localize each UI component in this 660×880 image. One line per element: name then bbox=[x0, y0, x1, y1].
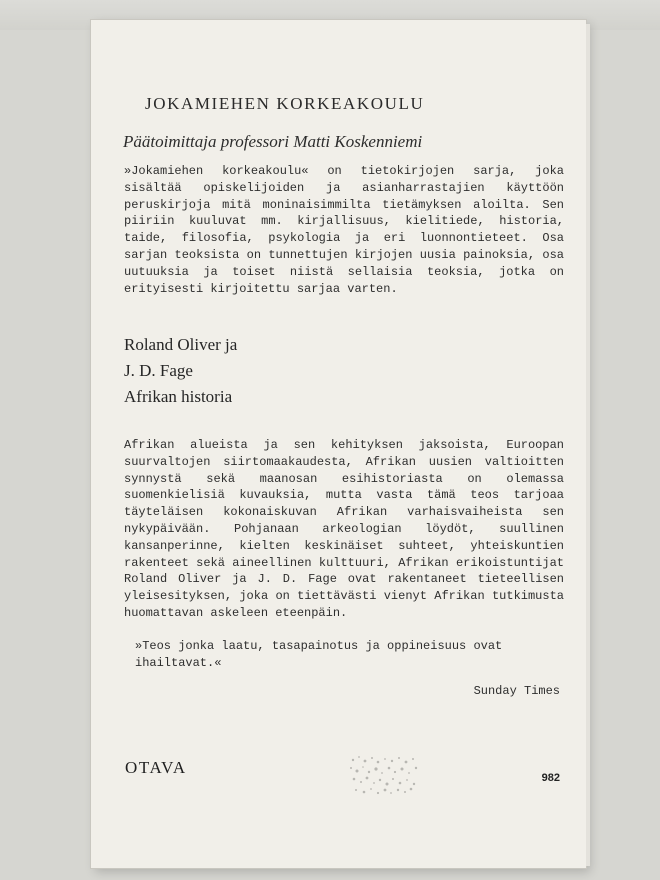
series-description: »Jokamiehen korkeakoulu« on tietokirjojen sarja, joka sisältää opiskelijoiden ja asianharrastajien käyttöön peruskirjoja mitä moninaisimmilta tietämyksen aloilta. Sen piiriin kuuluvat mm. kirjallisuus, kielitiede, historia, taide, filosofia, psykologia ja eri luonnontieteet. Osa sarjan teoksista on tunnettujen kirjojen uusia painoksia, osa uutuuksia ja toiset niistä sellaisia teoksia, jotka on erityisesti kirjoitettu sarjaa varten. bbox=[124, 164, 564, 296]
publisher-name: OTAVA bbox=[125, 758, 187, 777]
series-title: JOKAMIEHEN KORKEAKOULU bbox=[145, 94, 425, 113]
series-editor: Päätoimittaja professori Matti Koskenniemi bbox=[123, 132, 423, 151]
book-back-cover bbox=[91, 20, 586, 868]
cover-edge bbox=[586, 24, 590, 866]
catalog-number: 982 bbox=[541, 772, 560, 784]
review-quote: »Teos jonka laatu, tasapainotus ja oppineisuus ovat ihailtavat.« bbox=[135, 639, 503, 670]
price-stamp-residue bbox=[347, 752, 421, 796]
book-title: Afrikan historia bbox=[124, 387, 233, 406]
review-source: Sunday Times bbox=[473, 684, 560, 698]
book-info bbox=[124, 332, 237, 410]
author-line-1: Roland Oliver ja bbox=[124, 335, 238, 354]
book-description: Afrikan alueista ja sen kehityksen jaksoista, Euroopan suurvaltojen siirtomaakaudesta, Afrikan uusien valtioitten synnystä sekä maanosan esihistoriasta on olemassa suomenkielisiä kuvauksia, mutta vasta tämä teos tarjoaa täyteläisen kokonaiskuvan Afrikan varhaisvaiheista sen nykypäivään. Pohjanaan arkeologian löydöt, suullinen kansanperinne, kielten keskinäiset suhteet, yhteiskuntien rakenteet sekä aineellinen kulttuuri, Afrikan erikoistuntijat Roland Oliver ja J. D. Fage ovat rakentaneet tieteellisen yleisesityksen, joka on tiettävästi vienyt Afrikan tutkimusta huomattavan askeleen eteenpäin. bbox=[124, 438, 564, 620]
author-line-2: J. D. Fage bbox=[124, 361, 193, 380]
